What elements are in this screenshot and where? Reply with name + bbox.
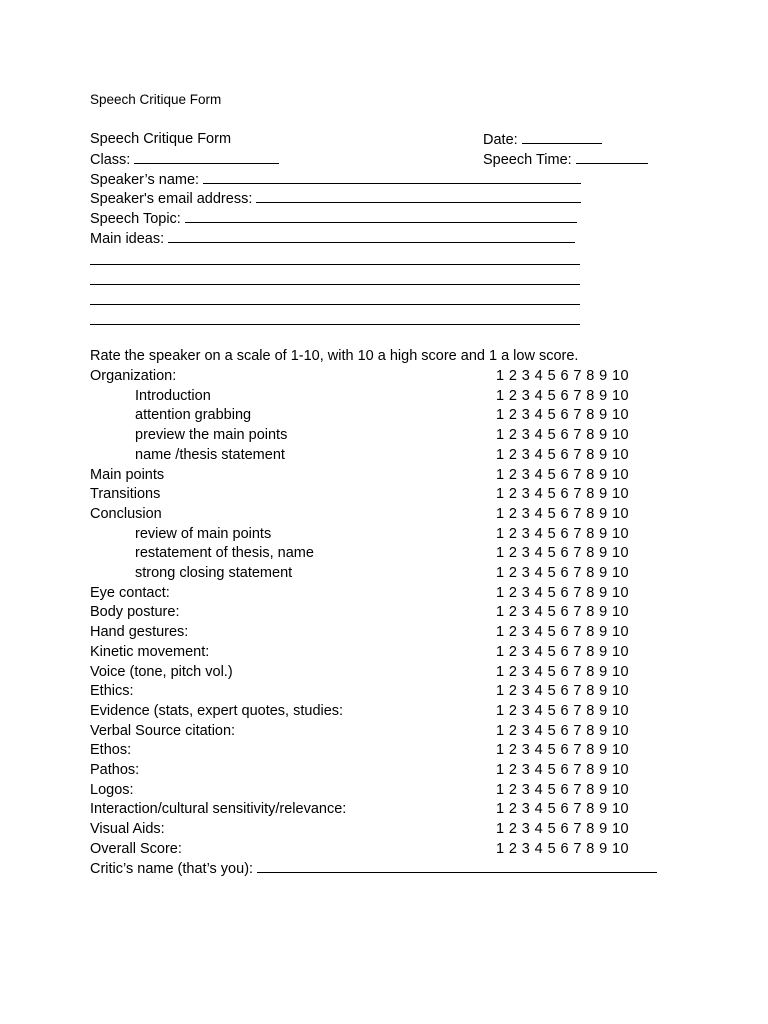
rating-scale[interactable]: 1 2 3 4 5 6 7 8 9 10: [496, 643, 629, 660]
criterion-row: [90, 741, 650, 759]
criterion-row: [90, 466, 650, 484]
date-label: Date:: [483, 132, 518, 148]
criterion-label: Evidence (stats, expert quotes, studies:: [90, 702, 344, 719]
criterion-label: Pathos:: [90, 762, 140, 778]
speech-time-label: Speech Time:: [483, 152, 572, 168]
form-title-text: Speech Critique Form: [90, 131, 232, 147]
main-ideas-line-3[interactable]: [90, 284, 580, 285]
criterion-row: [90, 485, 650, 503]
criterion-row: [90, 544, 650, 562]
criterion-label: strong closing statement: [135, 565, 293, 581]
class-blank[interactable]: [134, 151, 279, 164]
date-blank[interactable]: [522, 131, 602, 144]
rating-scale[interactable]: 1 2 3 4 5 6 7 8 9 10: [496, 466, 629, 483]
main-ideas-line-5[interactable]: [90, 324, 580, 325]
criterion-label: Main points: [90, 466, 165, 483]
criterion-row: [90, 663, 650, 681]
rating-scale[interactable]: 1 2 3 4 5 6 7 8 9 10: [496, 525, 629, 542]
main-ideas-label: Main ideas:: [90, 231, 165, 247]
criterion-label: attention grabbing: [135, 407, 252, 424]
speaker-email-blank[interactable]: [256, 190, 581, 203]
rating-scale[interactable]: 1 2 3 4 5 6 7 8 9 10: [496, 565, 629, 581]
criterion-label: Interaction/cultural sensitivity/relevance:: [90, 801, 347, 818]
criterion-label: restatement of thesis, name: [135, 545, 314, 562]
criterion-row: [90, 525, 650, 543]
rating-scale[interactable]: 1 2 3 4 5 6 7 8 9 10: [496, 742, 629, 759]
criterion-row: [90, 446, 650, 464]
critic-name-label: Critic’s name (that’s you):: [90, 861, 254, 877]
criterion-row: [90, 584, 650, 602]
rating-scale[interactable]: 1 2 3 4 5 6 7 8 9 10: [496, 663, 629, 680]
criterion-row: [90, 761, 650, 779]
form-title: [90, 131, 231, 148]
rating-scale[interactable]: 1 2 3 4 5 6 7 8 9 10: [496, 722, 629, 739]
criterion-label: preview the main points: [135, 427, 288, 444]
criterion-label: Eye contact:: [90, 584, 170, 601]
speech-topic-blank[interactable]: [185, 210, 577, 223]
rating-scale[interactable]: 1 2 3 4 5 6 7 8 9 10: [496, 545, 629, 562]
rating-scale[interactable]: 1 2 3 4 5 6 7 8 9 10: [496, 407, 629, 424]
rating-scale[interactable]: 1 2 3 4 5 6 7 8 9 10: [496, 368, 629, 384]
criterion-label: Overall Score:: [90, 840, 182, 857]
speech-topic-field[interactable]: [90, 210, 577, 228]
critic-name-blank[interactable]: [257, 860, 657, 873]
speech-time-blank[interactable]: [576, 151, 648, 164]
criterion-label: Verbal Source citation:: [90, 722, 236, 739]
criterion-label: Ethos:: [90, 742, 132, 759]
speaker-email-label: Speaker's email address:: [90, 191, 253, 207]
criterion-label: Body posture:: [90, 604, 180, 621]
rating-scale[interactable]: 1 2 3 4 5 6 7 8 9 10: [496, 486, 629, 503]
criterion-label: Conclusion: [90, 505, 162, 522]
critic-name-field[interactable]: [90, 860, 657, 878]
rating-scale[interactable]: 1 2 3 4 5 6 7 8 9 10: [496, 604, 629, 621]
main-ideas-line-2[interactable]: [90, 264, 580, 265]
criterion-row: [90, 367, 650, 385]
class-field[interactable]: [90, 151, 279, 169]
speaker-name-label: Speaker’s name:: [90, 172, 200, 188]
rating-instructions: Rate the speaker on a scale of 1-10, with 10 a high score and 1 a low score.: [90, 348, 579, 364]
criterion-row: [90, 623, 650, 641]
class-label: Class:: [90, 152, 131, 168]
criterion-row: [90, 722, 650, 740]
rating-scale[interactable]: 1 2 3 4 5 6 7 8 9 10: [496, 584, 629, 601]
rating-scale[interactable]: 1 2 3 4 5 6 7 8 9 10: [496, 702, 629, 719]
criterion-row: [90, 505, 650, 523]
criterion-row: [90, 682, 650, 700]
rating-scale[interactable]: 1 2 3 4 5 6 7 8 9 10: [496, 446, 629, 463]
rating-scale[interactable]: 1 2 3 4 5 6 7 8 9 10: [496, 427, 629, 444]
criterion-row: [90, 564, 650, 582]
rating-scale[interactable]: 1 2 3 4 5 6 7 8 9 10: [496, 781, 629, 798]
criterion-row: [90, 603, 650, 621]
date-field[interactable]: [483, 131, 602, 149]
speech-time-field[interactable]: [483, 151, 648, 169]
rating-scale[interactable]: 1 2 3 4 5 6 7 8 9 10: [496, 683, 629, 700]
criterion-label: Hand gestures:: [90, 624, 189, 641]
criterion-label: Visual Aids:: [90, 821, 165, 838]
rating-scale[interactable]: 1 2 3 4 5 6 7 8 9 10: [496, 387, 629, 404]
main-ideas-field[interactable]: [90, 230, 575, 248]
speaker-email-field[interactable]: [90, 190, 581, 208]
criterion-label: Transitions: [90, 486, 161, 503]
criterion-label: name /thesis statement: [135, 446, 285, 463]
document-heading: Speech Critique Form: [90, 92, 222, 107]
criterion-label: Ethics:: [90, 683, 134, 700]
criterion-row: [90, 426, 650, 444]
criterion-label: Introduction: [135, 387, 211, 404]
rating-scale[interactable]: 1 2 3 4 5 6 7 8 9 10: [496, 505, 629, 522]
speech-topic-label: Speech Topic:: [90, 211, 181, 227]
criterion-label: Kinetic movement:: [90, 643, 210, 660]
speaker-name-field[interactable]: [90, 171, 581, 189]
criterion-label: Voice (tone, pitch vol.): [90, 663, 233, 680]
speaker-name-blank[interactable]: [203, 171, 581, 184]
criterion-label: Logos:: [90, 781, 134, 798]
criterion-row: [90, 800, 650, 818]
criterion-row: [90, 387, 650, 405]
criterion-label: Organization:: [90, 368, 177, 384]
criterion-row: [90, 406, 650, 424]
criterion-row: [90, 820, 650, 838]
criterion-row: [90, 781, 650, 799]
criterion-row: [90, 840, 650, 858]
main-ideas-blank[interactable]: [168, 230, 575, 243]
rating-scale[interactable]: 1 2 3 4 5 6 7 8 9 10: [496, 840, 629, 857]
rating-scale[interactable]: 1 2 3 4 5 6 7 8 9 10: [496, 801, 629, 818]
criterion-row: [90, 702, 650, 720]
main-ideas-line-4[interactable]: [90, 304, 580, 305]
rating-scale[interactable]: 1 2 3 4 5 6 7 8 9 10: [496, 821, 629, 838]
rating-scale[interactable]: 1 2 3 4 5 6 7 8 9 10: [496, 762, 629, 778]
rating-scale[interactable]: 1 2 3 4 5 6 7 8 9 10: [496, 624, 629, 641]
criterion-label: review of main points: [135, 525, 272, 542]
criterion-row: [90, 643, 650, 661]
